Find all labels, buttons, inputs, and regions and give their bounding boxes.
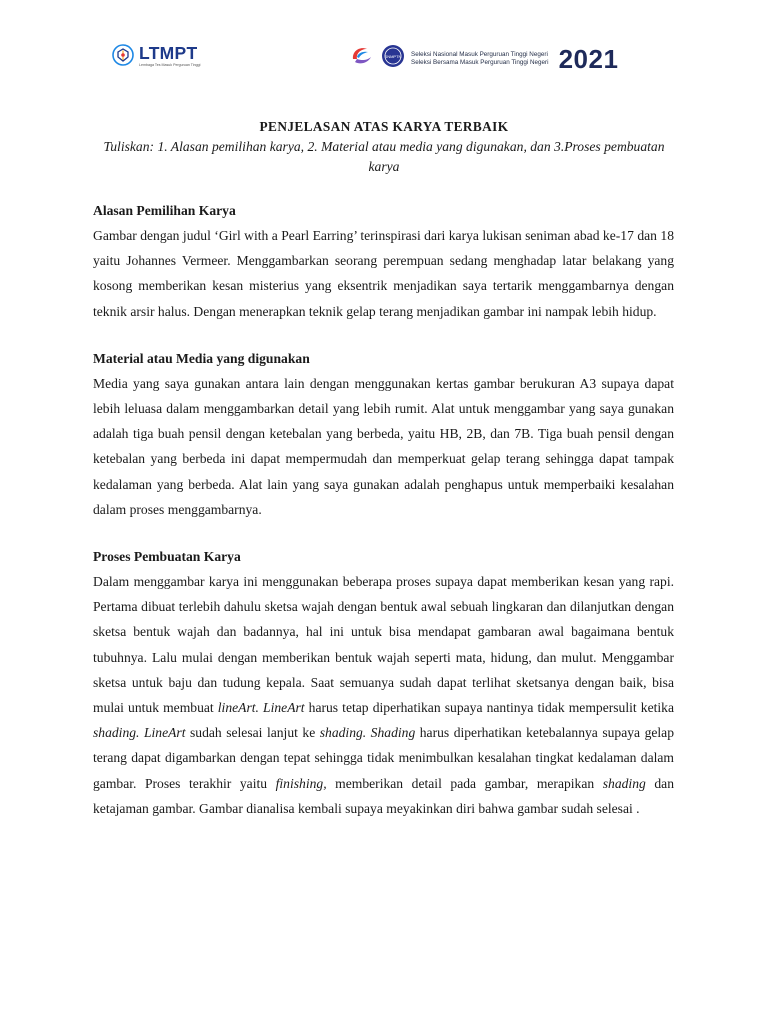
section-paragraph <box>93 223 674 324</box>
section-heading: Alasan Pemilihan Karya <box>93 203 236 218</box>
ltmpt-logo-text: LTMPT <box>139 43 198 63</box>
snmptn-badge-text: SNMPTN <box>384 54 402 59</box>
ltmpt-emblem-icon <box>112 44 134 71</box>
snmptn-line-1: Seleksi Nasional Masuk Perguruan Tinggi Negeri <box>411 50 548 58</box>
paragraph-text: Dalam menggambar karya ini menggunakan beberapa proses supaya dapat memberikan kesan yang rapi. Pertama dibuat terlebih dahulu sketsa wajah dengan bentuk awal sebuah lingkaran dan dilanjutkan dengan sketsa bentuk wajah dan badannya, hal ini untuk bisa mendapat gambaran awal bagaimana bentuk tubuhnya. Lalu mulai dengan memberikan bentuk wajah seperti mata, hidung, dan mulut. Menggambar sketsa untuk baju dan tudung kepala. Saat semuanya sudah dapat terlihat sketsanya dengan baik, bisa mulai untuk membuat <box>93 574 674 716</box>
section-heading: Proses Pembuatan Karya <box>93 549 241 565</box>
paragraph-text: Media yang saya gunakan antara lain dengan menggunakan kertas gambar berukuran A3 supaya dapat lebih leluasa dalam menggambarkan detail yang lebih rumit. Alat untuk menggambar yang saya gunakan adalah tiga buah pensil dengan ketebalan yang berbeda, yaitu HB, 2B, dan 7B. Tiga buah pensil dengan ketebalan yang berbeda ini dapat mempermudah dan memperkuat gelap terang sehingga dapat tampak kedalaman yang berbeda. Alat lain yang saya gunakan adalah penghapus untuk memperbaiki kesalahan dalam proses menggambarnya. <box>93 375 674 517</box>
ltmpt-logo <box>112 44 200 71</box>
italic-term: finishing, <box>275 775 327 791</box>
section-alasan-pemilihan <box>93 201 674 324</box>
snmptn-logo <box>349 44 618 73</box>
page-header <box>0 0 768 100</box>
paragraph-text: Gambar dengan judul ‘Girl with a Pearl Earring’ terinspirasi dari karya lukisan seniman abad ke-17 dan 18 yaitu Johannes Vermeer. Menggambarkan seorang perempuan sedang menghadap latar belakang yang kosong memberikan kesan misterius yang eksentrik menjadikan saya tertarik menggambarnya dengan teknik arsir halus. Dengan menerapkan teknik gelap terang menjadikan gambar ini nampak lebih hidup. <box>93 228 674 319</box>
year-label: 2021 <box>558 43 619 74</box>
document-title: PENJELASAN ATAS KARYA TERBAIK <box>259 119 509 134</box>
paragraph-text: harus diperhatikan ketebalannya supaya gelap terang dapat digambarkan dengan tepat sehingga tidak menimbulkan kesalahan tingkat kedalaman dalam gambar. Proses terakhir yaitu <box>93 725 675 791</box>
section-paragraph <box>93 569 674 821</box>
italic-term: lineArt. LineArt <box>217 700 305 716</box>
paragraph-text: dan ketajaman gambar. Gambar dianalisa kembali supaya meyakinkan diri bahwa gambar sudah selesai . <box>93 775 675 816</box>
snmptn-badge-icon <box>381 44 405 73</box>
paragraph-text: harus tetap diperhatikan supaya nantinya tidak mempersulit ketika <box>304 700 674 716</box>
snmptn-line-2: Seleksi Bersama Masuk Perguruan Tinggi Negeri <box>411 58 549 66</box>
section-paragraph <box>93 371 674 522</box>
italic-term: shading <box>602 775 646 791</box>
paragraph-text: sudah selesai lanjut ke <box>185 725 320 741</box>
italic-term: shading. Shading <box>319 725 416 741</box>
section-material-media <box>93 349 674 522</box>
document-body <box>93 201 674 846</box>
snmptn-swirl-icon <box>349 44 375 73</box>
paragraph-text: memberikan detail pada gambar, merapikan <box>326 775 603 791</box>
section-proses-pembuatan <box>93 547 674 821</box>
italic-term: shading. LineArt <box>93 725 186 741</box>
ltmpt-logo-subtext: Lembaga Tes Masuk Perguruan Tinggi <box>139 63 201 67</box>
section-heading: Material atau Media yang digunakan <box>93 350 310 366</box>
document-subtitle: Tuliskan: 1. Alasan pemilihan karya, 2. Material atau media yang digunakan, dan 3.Proses pembuatan karya <box>103 139 665 174</box>
